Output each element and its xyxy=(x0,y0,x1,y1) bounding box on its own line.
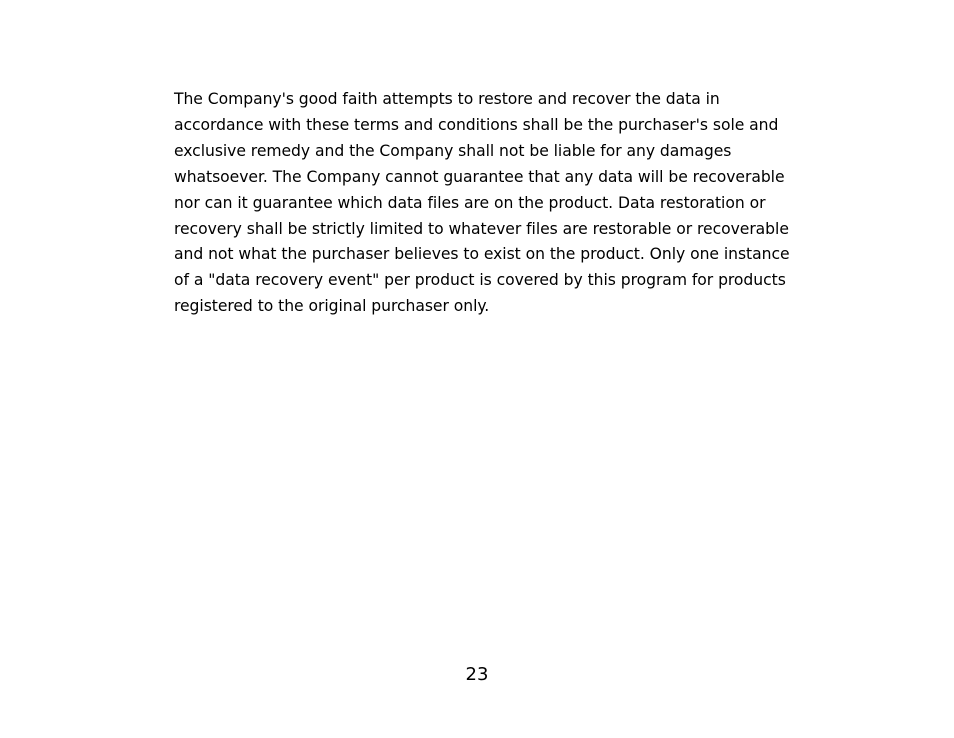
paragraph-line-3: exclusive remedy and the Company shall not be liable for any damages xyxy=(174,141,732,160)
paragraph-line-7: and not what the purchaser believes to exist on the product. Only one instance xyxy=(174,245,790,264)
paragraph-line-5: nor can it guarantee which data files are on the product. Data restoration or xyxy=(174,193,766,212)
paragraph-line-1: The Company's good faith attempts to restore and recover the data in xyxy=(174,90,720,108)
paragraph-line-4: whatsoever. The Company cannot guarantee that any data will be recoverable xyxy=(174,167,785,186)
paragraph-line-8: of a "data recovery event" per product is covered by this program for products xyxy=(174,271,786,290)
paragraph-line-2: accordance with these terms and conditions shall be the purchaser's sole and xyxy=(174,115,779,134)
paragraph-line-9: registered to the original purchaser only. xyxy=(174,297,490,316)
paragraph-line-6: recovery shall be strictly limited to whatever files are restorable or recoverable xyxy=(174,219,789,238)
terms-paragraph xyxy=(174,87,830,320)
page-number: 23 xyxy=(465,664,489,685)
